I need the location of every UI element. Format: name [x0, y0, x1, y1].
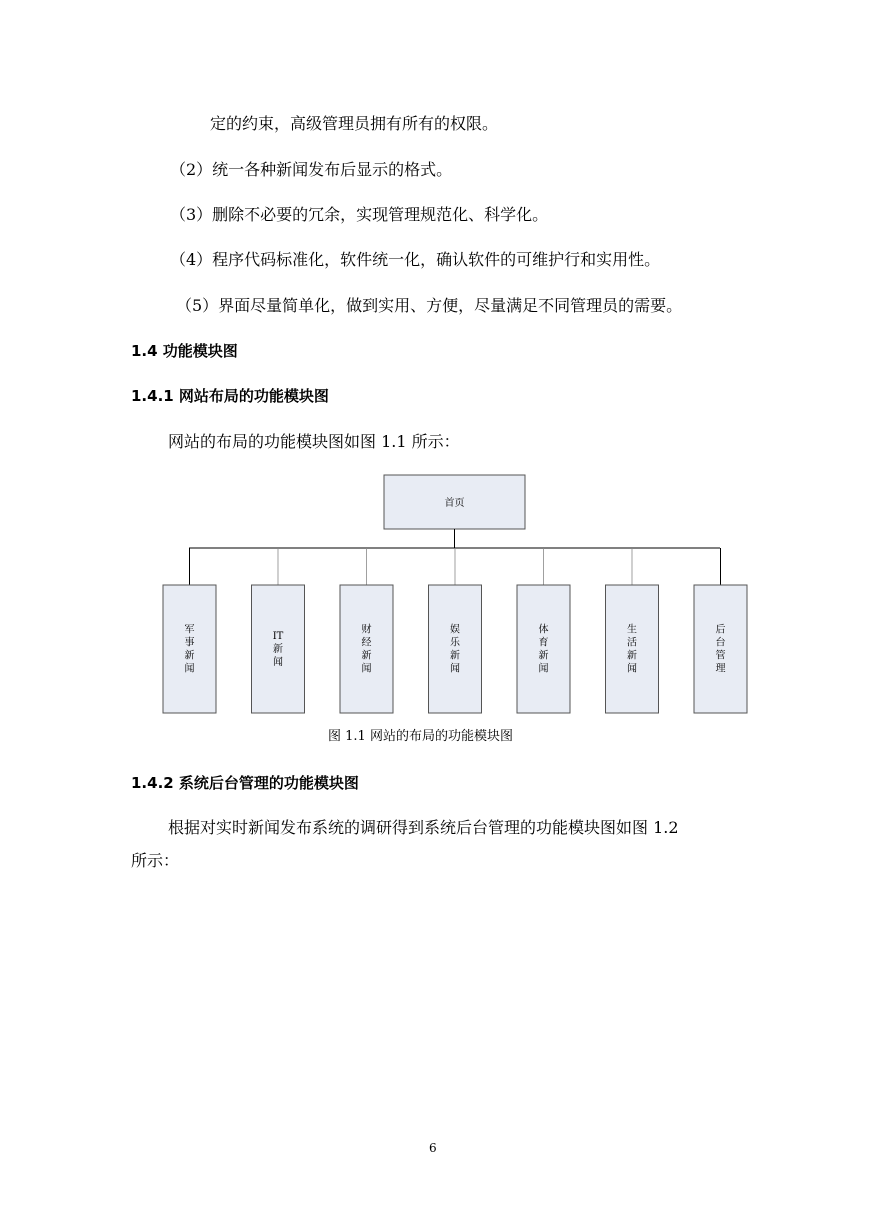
intro-paragraph-1-4-2-line1: 根据对实时新闻发布系统的调研得到系统后台管理的功能模块图如图 1.2 — [168, 818, 679, 837]
list-item-2: （2）统一各种新闻发布后显示的格式。 — [170, 160, 453, 179]
diagram-child-label-7-4: 理 — [715, 663, 726, 675]
diagram-child-label-5-4: 闻 — [538, 663, 549, 675]
diagram-child-label-5-1: 体 — [538, 624, 549, 636]
section-heading-1-4-2: 1.4.2 系统后台管理的功能模块图 — [131, 774, 359, 792]
diagram-child-label-2-1: IT — [272, 631, 284, 642]
diagram-child-label-1-1: 军 — [184, 624, 195, 636]
diagram-child-label-4-3: 新 — [450, 650, 460, 662]
intro-paragraph-1-4-2-line2: 所示： — [131, 851, 180, 870]
page-number: 6 — [429, 1141, 437, 1155]
diagram-child-label-3-1: 财 — [361, 624, 372, 636]
diagram-child-label-3-2: 经 — [361, 637, 372, 649]
diagram-child-label-6-1: 生 — [627, 624, 637, 636]
diagram-child-box-5 — [517, 585, 570, 713]
diagram-child-label-5-2: 育 — [538, 637, 549, 649]
diagram-child-label-7-3: 管 — [715, 650, 726, 662]
diagram-child-label-4-2: 乐 — [450, 637, 460, 649]
diagram-child-label-6-2: 活 — [627, 637, 637, 649]
diagram-child-label-6-3: 新 — [627, 650, 637, 662]
diagram-child-label-1-3: 新 — [184, 650, 195, 662]
diagram-child-label-4-1: 娱 — [450, 624, 460, 636]
diagram-child-label-3-4: 闻 — [361, 663, 372, 675]
list-item-4: （4）程序代码标准化，软件统一化，确认软件的可维护行和实用性。 — [170, 250, 661, 269]
paragraph-continuation: 定的约束，高级管理员拥有所有的权限。 — [210, 114, 499, 133]
diagram-child-label-2-2: 新 — [273, 644, 283, 655]
list-item-5: （5）界面尽量简单化，做到实用、方便，尽量满足不同管理员的需要。 — [176, 296, 683, 315]
intro-paragraph-1-4-1: 网站的布局的功能模块图如图 1.1 所示： — [168, 432, 460, 451]
diagram-child-label-1-2: 事 — [184, 637, 195, 649]
diagram-child-label-5-3: 新 — [538, 650, 549, 662]
section-heading-1-4: 1.4 功能模块图 — [131, 342, 238, 360]
diagram-child-box-6 — [606, 585, 659, 713]
diagram-child-label-7-2: 台 — [715, 637, 726, 649]
diagram-child-box-1 — [163, 585, 216, 713]
diagram-root-label: 首页 — [444, 498, 465, 509]
diagram-child-label-7-1: 后 — [715, 624, 726, 636]
diagram-child-label-6-4: 闻 — [627, 663, 637, 675]
diagram-child-label-1-4: 闻 — [184, 663, 195, 675]
list-item-3: （3）删除不必要的冗余，实现管理规范化、科学化。 — [170, 205, 549, 224]
diagram-child-box-7 — [694, 585, 747, 713]
figure-caption: 图 1.1 网站的布局的功能模块图 — [328, 729, 513, 744]
diagram-child-label-3-3: 新 — [361, 650, 372, 662]
section-heading-1-4-1: 1.4.1 网站布局的功能模块图 — [131, 387, 329, 405]
diagram-child-box-4 — [429, 585, 482, 713]
diagram-child-label-4-4: 闻 — [450, 663, 460, 675]
diagram-child-label-2-3: 闻 — [273, 657, 283, 668]
diagram-child-box-3 — [340, 585, 393, 713]
